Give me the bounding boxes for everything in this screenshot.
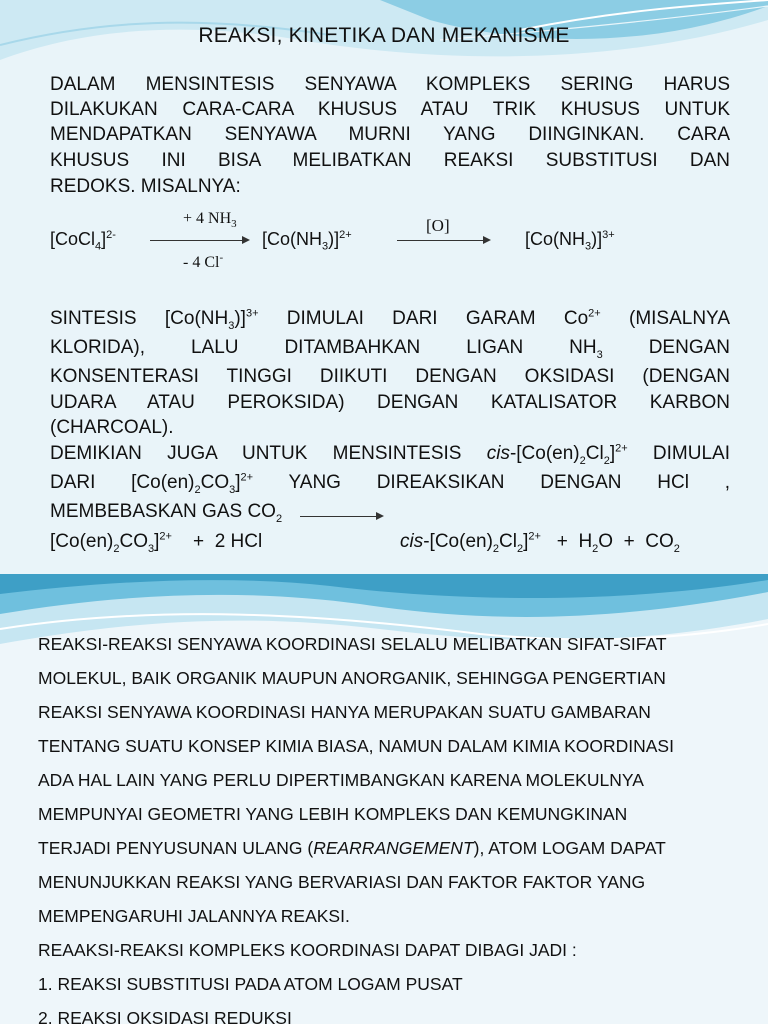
reagent-below-arrow-1: - 4 Cl- [183, 251, 224, 271]
s2-line-1: REAKSI-REAKSI SENYAWA KOORDINASI SELALU MELIBATKAN SIFAT-SIFAT [38, 634, 667, 654]
reagent-above-arrow-2: [O] [426, 216, 450, 235]
intro-line-2: DILAKUKAN CARA-CARA KHUSUS ATAU TRIK KHUSUS UNTUK [50, 99, 730, 120]
para2-line-4: UDARA ATAU PEROKSIDA) DENGAN KATALISATOR KARBON [50, 392, 730, 413]
intermediate-formula: $[Co(NH_3)]^{2+}$ [262, 229, 352, 253]
reaction-arrow-2 [397, 240, 483, 241]
reaction-arrow-1-head [242, 236, 250, 244]
equation-reactants: $[Co(en)_2CO_3]^{2+}$ + 2 HCl [50, 530, 263, 555]
equation-arrow-head [376, 512, 384, 520]
s2-list-item-1: 1. REAKSI SUBSTITUSI PADA ATOM LOGAM PUSAT [38, 974, 463, 994]
s2-list-item-2: 2. REAKSI OKSIDASI REDUKSI [38, 1008, 292, 1024]
s2-line-5: ADA HAL LAIN YANG PERLU DIPERTIMBANGKAN KARENA MOLEKULNYA [38, 770, 644, 790]
para2-line-7: DARI $[Co(en)_2CO_3]^{2+}$ YANG DIREAKSIKAN DENGAN HCl , [50, 471, 730, 496]
intro-line-4: KHUSUS INI BISA MELIBATKAN REAKSI SUBSTITUSI DAN [50, 150, 730, 171]
reagent-above-arrow-1: + 4 $NH_3$ [183, 210, 237, 231]
reactant-formula: [CoCl$_4$]$^{2-}$ [50, 229, 116, 253]
equation-arrow [300, 516, 376, 517]
para2-line-8: MEMBEBASKAN GAS $CO_2$ [50, 501, 283, 525]
para2-line-2: KLORIDA), LALU DITAMBAHKAN LIGAN $NH_3$ DENGAN [50, 337, 731, 361]
para2-line-3: KONSENTERASI TINGGI DIIKUTI DENGAN OKSIDASI (DENGAN [50, 366, 730, 387]
reaction-arrow-2-head [483, 236, 491, 244]
s2-line-9: MEMPENGARUHI JALANNYA REAKSI. [38, 906, 350, 926]
page-title: REAKSI, KINETIKA DAN MEKANISME [198, 24, 570, 47]
s2-line-6: MEMPUNYAI GEOMETRI YANG LEBIH KOMPLEKS DAN KEMUNGKINAN [38, 804, 628, 824]
s2-line-7: TERJADI PENYUSUNAN ULANG (REARRANGEMENT), ATOM LOGAM DAPAT [38, 838, 666, 858]
product-formula: $[Co(NH_3)]^{3+}$ [525, 229, 615, 253]
s2-line-3: REAKSI SENYAWA KOORDINASI HANYA MERUPAKAN SUATU GAMBARAN [38, 702, 651, 722]
reaction-arrow-1 [150, 240, 242, 241]
intro-line-1: DALAM MENSINTESIS SENYAWA KOMPLEKS SERING HARUS [50, 74, 730, 95]
slide-2 [0, 574, 768, 1024]
equation-products: cis-$[Co(en)_2Cl_2]^{2+} + H_2O + CO_2$ [400, 530, 680, 555]
para2-line-6: DEMIKIAN JUGA UNTUK MENSINTESIS cis-$[Co(en)_2Cl_2]^{2+}$ DIMULAI [50, 442, 730, 467]
intro-line-3: MENDAPATKAN SENYAWA MURNI YANG DIINGINKAN. CARA [50, 124, 730, 145]
para2-line-5: (CHARCOAL). [50, 417, 174, 438]
s2-line-10: REAAKSI-REAKSI KOMPLEKS KOORDINASI DAPAT DIBAGI JADI : [38, 940, 577, 960]
para2-line-1: SINTESIS $[Co(NH_3)]^{3+}$ DIMULAI DARI GARAM $Co^{2+}$ (MISALNYA [50, 307, 730, 332]
s2-line-4: TENTANG SUATU KONSEP KIMIA BIASA, NAMUN DALAM KIMIA KOORDINASI [38, 736, 674, 756]
s2-line-2: MOLEKUL, BAIK ORGANIK MAUPUN ANORGANIK, SEHINGGA PENGERTIAN [38, 668, 666, 688]
intro-line-5: REDOKS. MISALNYA: [50, 176, 241, 197]
s2-line-8: MENUNJUKKAN REAKSI YANG BERVARIASI DAN FAKTOR FAKTOR YANG [38, 872, 646, 892]
